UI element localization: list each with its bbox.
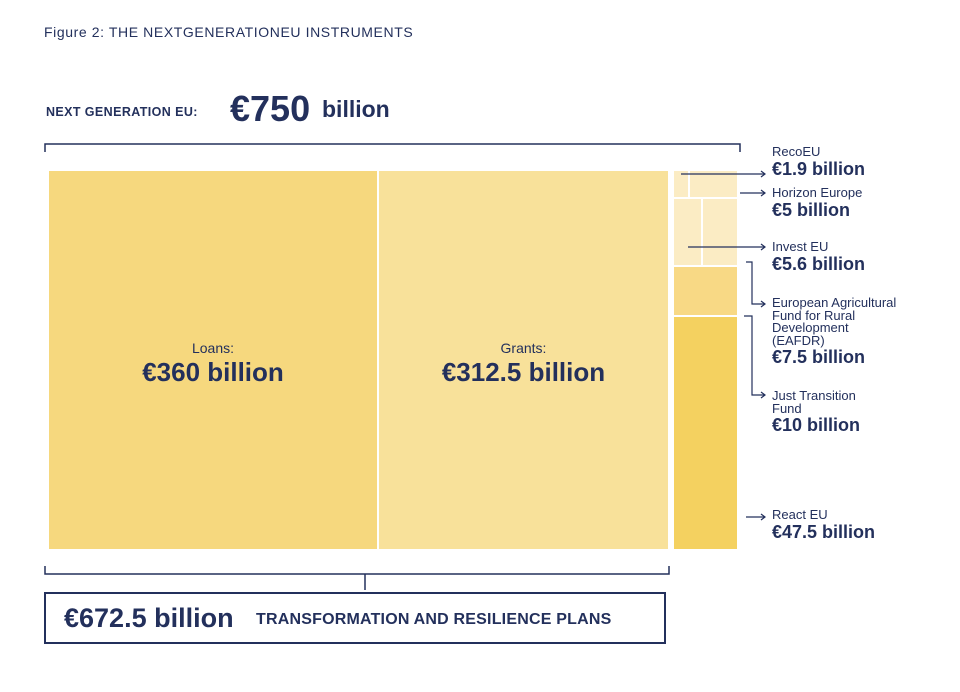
- total-amount: €750: [230, 88, 311, 129]
- just-transition-name-line-2: Fund: [772, 400, 802, 416]
- eafrd-name-line-4: (EAFDR): [772, 332, 825, 348]
- tile-invest-eu: [702, 198, 738, 266]
- figure-title: Figure 2: THE NEXTGENERATIONEU INSTRUMENTS: [44, 24, 414, 40]
- total-unit: billion: [322, 96, 390, 122]
- loans-caption: Loans:: [191, 340, 235, 356]
- loans-label: [48, 340, 378, 388]
- react-eu-name: React EU: [772, 507, 828, 522]
- total-bracket: [45, 144, 740, 152]
- tile-react-eu: [673, 316, 738, 550]
- grants-label: [378, 340, 669, 388]
- side-label-invest-eu: [772, 241, 865, 274]
- plans-amount: €672.5 billion: [64, 603, 234, 633]
- side-label-horizon-europe: [772, 187, 862, 220]
- horizon-europe-name: Horizon Europe: [772, 185, 863, 200]
- side-label-recoeu: [772, 146, 865, 179]
- invest-eu-name: Invest EU: [772, 239, 829, 254]
- just-transition-name-line-1: Just Transition: [772, 388, 856, 403]
- side-label-react-eu: [772, 509, 875, 542]
- just-transition-amount: €10 billion: [772, 415, 861, 435]
- recoeu-name: RecoEU: [772, 144, 821, 159]
- grants-caption: Grants:: [500, 340, 547, 356]
- grants-value: €312.5 billion: [441, 357, 606, 387]
- side-label-just-transition: [772, 390, 860, 435]
- react-eu-amount: €47.5 billion: [772, 521, 876, 542]
- side-label-eafrd: [772, 297, 896, 367]
- horizon-europe-amount: €5 billion: [772, 199, 851, 220]
- plans-bracket: [45, 566, 669, 590]
- eafrd-name-line-3: Development: [772, 320, 849, 335]
- tile-eafrd: [673, 266, 738, 316]
- loans-value: €360 billion: [142, 357, 284, 387]
- arrow-just-transition: [744, 316, 765, 395]
- invest-eu-amount: €5.6 billion: [772, 253, 866, 274]
- tile-invest-eu-a: [673, 198, 702, 266]
- plans-label: TRANSFORMATION AND RESILIENCE PLANS: [256, 611, 612, 628]
- eafrd-name-line-1: European Agricultural: [772, 295, 897, 310]
- eafrd-amount: €7.5 billion: [772, 347, 866, 367]
- arrow-eafrd: [746, 262, 765, 304]
- eafrd-name-line-2: Fund for Rural: [772, 307, 856, 323]
- total-label: NEXT GENERATION EU:: [46, 105, 198, 119]
- recoeu-amount: €1.9 billion: [772, 158, 866, 179]
